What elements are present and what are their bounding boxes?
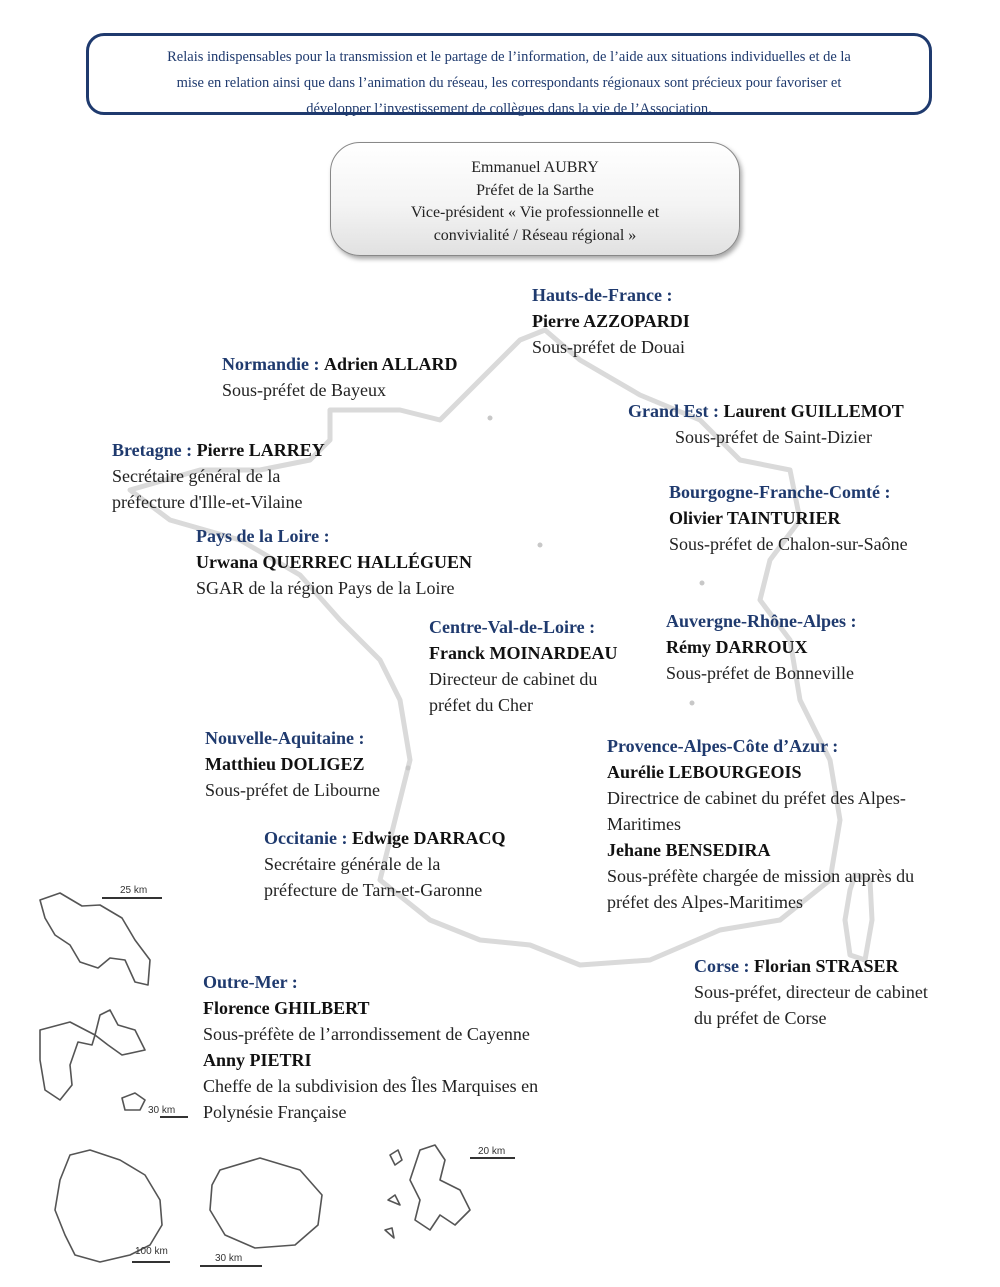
vice-president-box bbox=[330, 142, 740, 256]
person-role: Sous-préfet de Chalon-sur-Saône bbox=[669, 534, 908, 554]
person-name: Jehane BENSEDIRA bbox=[607, 840, 771, 860]
person-name: Rémy DARROUX bbox=[666, 637, 808, 657]
region-name: Hauts-de-France : bbox=[532, 285, 673, 305]
region-block-grand-est bbox=[628, 398, 904, 450]
person-role: Sous-préfet de Saint-Dizier bbox=[675, 427, 872, 447]
person-role: Polynésie Française bbox=[203, 1102, 347, 1122]
region-name: Centre-Val-de-Loire : bbox=[429, 617, 596, 637]
region-name: Occitanie : bbox=[264, 828, 348, 848]
martinique-outline bbox=[40, 893, 150, 985]
region-name: Nouvelle-Aquitaine : bbox=[205, 728, 365, 748]
person-role: Secrétaire général de la bbox=[112, 466, 281, 486]
region-block-paca bbox=[607, 733, 914, 915]
person-role: Cheffe de la subdivision des Îles Marquises en bbox=[203, 1076, 539, 1096]
region-block-bourgogne-franche-comte bbox=[669, 479, 908, 557]
city-dot bbox=[488, 416, 493, 421]
person-name: Anny PIETRI bbox=[203, 1050, 312, 1070]
person-role: préfet du Cher bbox=[429, 695, 533, 715]
region-block-corse bbox=[694, 953, 928, 1031]
person-name: Franck MOINARDEAU bbox=[429, 643, 618, 663]
person-role: préfet des Alpes-Maritimes bbox=[607, 892, 803, 912]
person-role: Directrice de cabinet du préfet des Alpes- bbox=[607, 788, 906, 808]
person-name: Matthieu DOLIGEZ bbox=[205, 754, 365, 774]
region-block-auvergne-rhone-alpes bbox=[666, 608, 857, 686]
person-role: Sous-préfet de Bonneville bbox=[666, 663, 854, 683]
region-name: Pays de la Loire : bbox=[196, 526, 330, 546]
person-name: Florian STRASER bbox=[753, 956, 899, 976]
mayotte-outline bbox=[385, 1145, 470, 1238]
region-block-occitanie bbox=[264, 825, 506, 903]
guadeloupe-outline bbox=[40, 1010, 145, 1110]
person-role: SGAR de la région Pays de la Loire bbox=[196, 578, 455, 598]
reunion-outline bbox=[210, 1158, 322, 1248]
region-block-hauts-de-france bbox=[532, 282, 690, 360]
person-name: Aurélie LEBOURGEOIS bbox=[607, 762, 802, 782]
person-name: Adrien ALLARD bbox=[324, 354, 458, 374]
intro-line: Relais indispensables pour la transmission et le partage de l’information, de l’aide aux situations individuelles et de la bbox=[167, 49, 851, 65]
region-name: Auvergne-Rhône-Alpes : bbox=[666, 611, 857, 631]
city-dot bbox=[538, 543, 543, 548]
person-name: Pierre LARREY bbox=[196, 440, 325, 460]
person-role: Sous-préfet de Douai bbox=[532, 337, 685, 357]
person-role: préfecture d'Ille-et-Vilaine bbox=[112, 492, 303, 512]
person-role: du préfet de Corse bbox=[694, 1008, 827, 1028]
person-role: Secrétaire générale de la bbox=[264, 854, 441, 874]
region-block-outre-mer bbox=[203, 969, 538, 1125]
person-role: Directeur de cabinet du bbox=[429, 669, 598, 689]
person-name: Olivier TAINTURIER bbox=[669, 508, 841, 528]
scale-label-mayotte: 20 km bbox=[478, 1146, 506, 1157]
scale-label-guyane: 100 km bbox=[135, 1246, 168, 1257]
person-role: préfecture de Tarn-et-Garonne bbox=[264, 880, 483, 900]
region-block-normandie bbox=[222, 351, 458, 403]
region-name: Bourgogne-Franche-Comté : bbox=[669, 482, 891, 502]
region-name: Provence-Alpes-Côte d’Azur : bbox=[607, 736, 839, 756]
city-dot bbox=[690, 701, 695, 706]
person-name: Florence GHILBERT bbox=[203, 998, 370, 1018]
person-name: Laurent GUILLEMOT bbox=[723, 401, 904, 421]
vp-role: convivialité / Réseau régional » bbox=[433, 226, 637, 244]
scale-label-guadeloupe: 30 km bbox=[148, 1105, 176, 1116]
intro-line: mise en relation ainsi que dans l’animation du réseau, les correspondants régionaux sont précieux pour favoriser et bbox=[176, 75, 842, 91]
city-dot bbox=[406, 766, 411, 771]
vp-title: Préfet de la Sarthe bbox=[476, 181, 594, 199]
person-role: Sous-préfet, directeur de cabinet bbox=[694, 982, 928, 1002]
scale-label-reunion: 30 km bbox=[215, 1253, 243, 1264]
region-block-pays-de-la-loire bbox=[196, 523, 472, 601]
scale-label-martinique: 25 km bbox=[120, 885, 148, 896]
region-block-nouvelle-aquitaine bbox=[205, 725, 380, 803]
region-name: Normandie : bbox=[222, 354, 320, 374]
intro-box bbox=[86, 33, 932, 115]
person-role: Maritimes bbox=[607, 814, 681, 834]
region-block-centre-val-de-loire bbox=[429, 614, 618, 718]
person-role: Sous-préfète de l’arrondissement de Cayenne bbox=[203, 1024, 530, 1044]
person-name: Edwige DARRACQ bbox=[351, 828, 506, 848]
city-dot bbox=[700, 581, 705, 586]
region-name: Grand Est : bbox=[628, 401, 720, 421]
person-role: Sous-préfète chargée de mission auprès du bbox=[607, 866, 915, 886]
person-role: Sous-préfet de Bayeux bbox=[222, 380, 386, 400]
region-name: Bretagne : bbox=[112, 440, 193, 460]
person-name: Urwana QUERREC HALLÉGUEN bbox=[196, 552, 473, 572]
region-name: Outre-Mer : bbox=[203, 972, 298, 992]
person-role: Sous-préfet de Libourne bbox=[205, 780, 380, 800]
vp-role: Vice-président « Vie professionnelle et bbox=[410, 204, 660, 221]
region-block-bretagne bbox=[112, 437, 325, 515]
vp-name: Emmanuel AUBRY bbox=[471, 159, 599, 176]
person-name: Pierre AZZOPARDI bbox=[532, 311, 690, 331]
region-name: Corse : bbox=[694, 956, 750, 976]
intro-line: développer l’investissement de collègues dans la vie de l’Association. bbox=[306, 101, 712, 117]
